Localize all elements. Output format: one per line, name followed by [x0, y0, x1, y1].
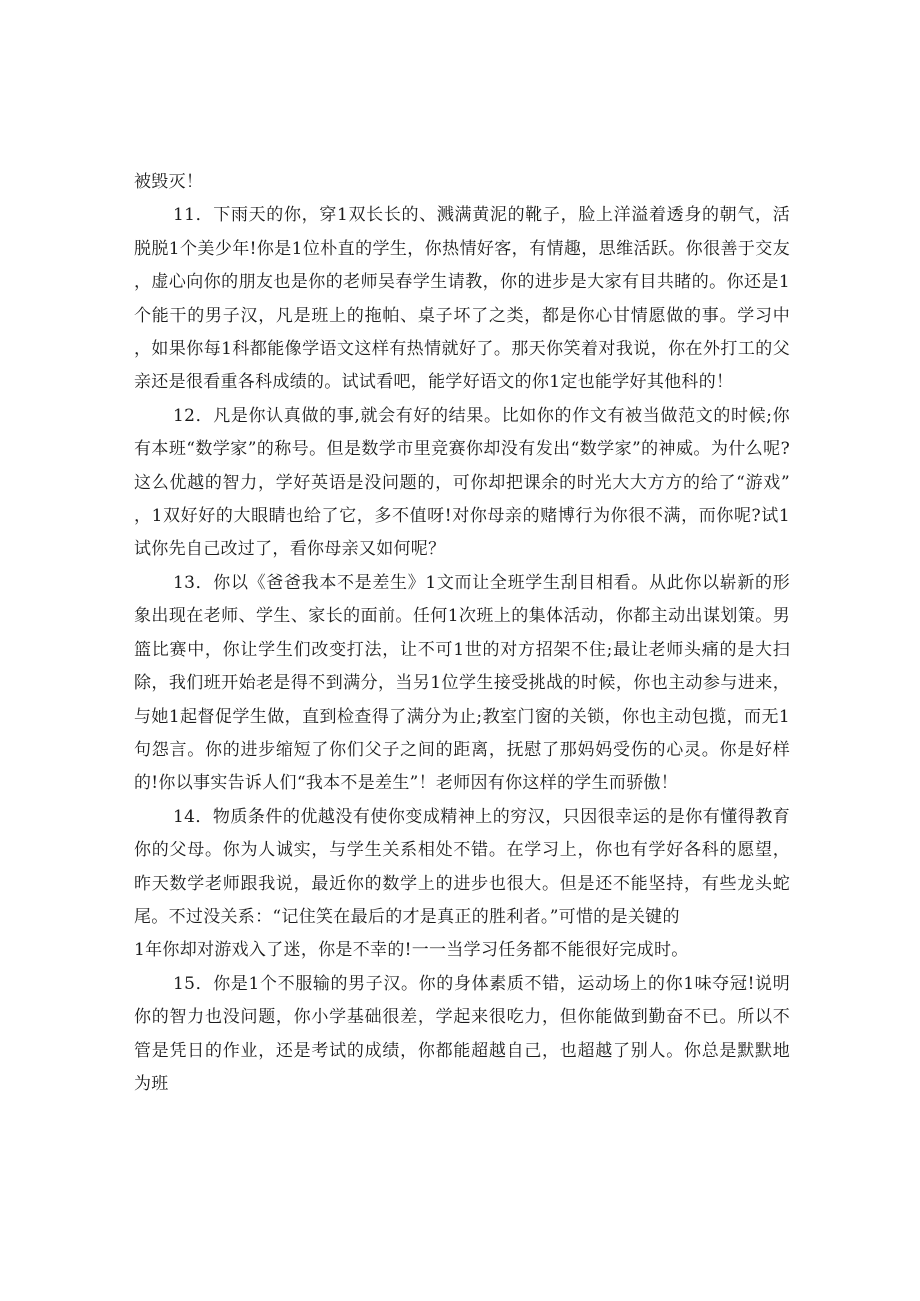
paragraph-14: 14．物质条件的优越没有使你变成精神上的穷汉，只因很幸运的是你有懂得教育你的父母。你为人诚实，与学生关系相处不错。在学习上，你也有学好各科的愿望，昨天数学老师跟我说，最近你的数学上的进步也很大。但是还不能坚持，有些龙头蛇尾。不过没关系：“记住笑在最后的才是真正的胜利者。”可惜的是关键的: [134, 806, 790, 927]
paragraph-11: 11．下雨天的你，穿1双长长的、溅满黄泥的靴子，脸上洋溢着透身的朝气，活脱脱1个美少年!你是1位朴直的学生，你热情好客，有情趣，思维活跃。你很善于交友，虚心向你的朋友也是你的老师吴春学生请教，你的进步是大家有目共睹的。你还是1个能干的男子汉，凡是班上的拖帕、桌子坏了之类，都是你心甘情愿做的事。学习中，如果你每1科都能像学语文这样有热情就好了。那天你笑着对我说，你在外打工的父亲还是很看重各科成绩的。试试看吧，能学好语文的你1定也能学好其他科的！: [134, 205, 790, 393]
paragraph-12: 12．凡是你认真做的事,就会有好的结果。比如你的作文有被当做范文的时候;你有本班“数学家”的称号。但是数学市里竞赛你却没有发出“数学家”的神威。为什么呢?这么优越的智力，学好英语是没问题的，可你却把课余的时光大大方方的给了“游戏”，1双好好的大眼睛也给了它，多不值呀!对你母亲的赌博行为你很不满，而你呢?试1试你先自己改过了，看你母亲又如何呢？: [134, 405, 790, 560]
document-body: [134, 166, 790, 1101]
paragraph-13: 13．你以《爸爸我本不是差生》1文而让全班学生刮目相看。从此你以崭新的形象出现在老师、学生、家长的面前。任何1次班上的集体活动，你都主动出谋划策。男篮比赛中，你让学生们改变打法，让不可1世的对方招架不住;最让老师头痛的是大扫除，我们班开始老是得不到满分，当另1位学生接受挑战的时候，你也主动参与进来，与她1起督促学生做，直到检查得了满分为止;教室门窗的关锁，你也主动包揽，而无1句怨言。你的进步缩短了你们父子之间的距离，抚慰了那妈妈受伤的心灵。你是好样的!你以事实告诉人们“我本不是差生”！老师因有你这样的学生而骄傲！: [134, 572, 790, 794]
paragraph-15: 15．你是1个不服输的男子汉。你的身体素质不错，运动场上的你1味夺冠!说明你的智力也没问题，你小学基础很差，学起来很吃力，但你能做到勤奋不已。所以不管是凭日的作业，还是考试的成绩，你都能超越自己，也超越了别人。你总是默默地为班: [134, 973, 790, 1094]
paragraph-14-continued: 1年你却对游戏入了迷，你是不幸的!一一当学习任务都不能很好完成时。: [134, 940, 689, 961]
paragraph-continuation: 被毁灭！: [134, 172, 204, 192]
